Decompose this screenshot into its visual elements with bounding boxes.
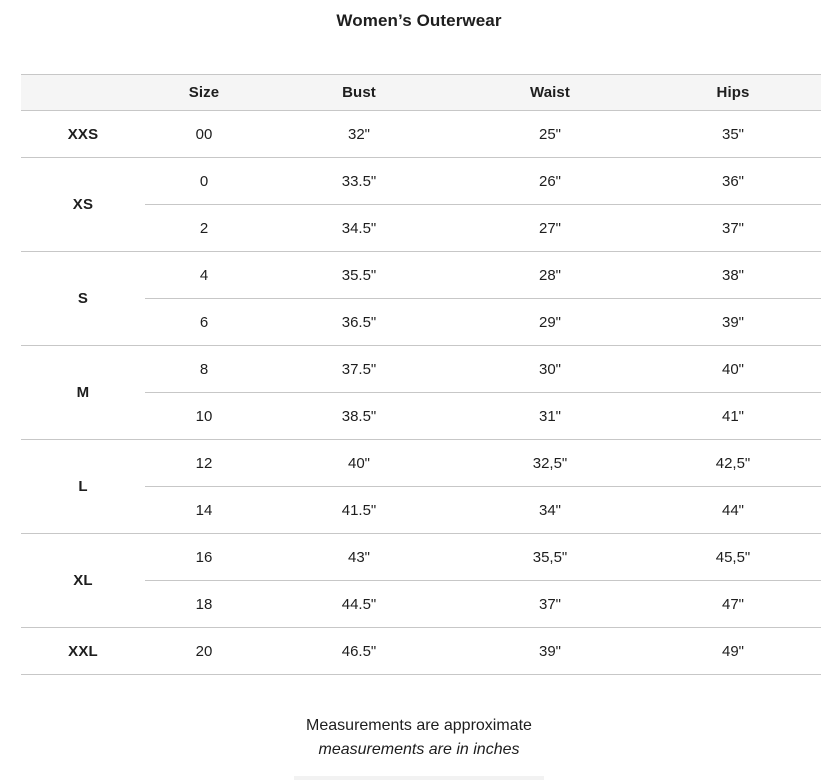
hips-cell: 45,5" xyxy=(645,534,821,581)
waist-cell: 39" xyxy=(455,628,645,675)
bust-cell: 34.5" xyxy=(263,205,455,252)
table-row xyxy=(21,440,821,487)
size-group-label: XXS xyxy=(21,111,145,158)
bust-cell: 43" xyxy=(263,534,455,581)
waist-cell: 27" xyxy=(455,205,645,252)
bust-cell: 46.5" xyxy=(263,628,455,675)
bust-cell: 32" xyxy=(263,111,455,158)
header-bust: Bust xyxy=(263,75,455,111)
size-group-label: S xyxy=(21,252,145,346)
waist-cell: 29" xyxy=(455,299,645,346)
hips-cell: 40" xyxy=(645,346,821,393)
bust-cell: 41.5" xyxy=(263,487,455,534)
header-waist: Waist xyxy=(455,75,645,111)
hips-cell: 37" xyxy=(645,205,821,252)
table-row xyxy=(21,252,821,299)
hips-cell: 49" xyxy=(645,628,821,675)
size-group-label: L xyxy=(21,440,145,534)
hips-cell: 36" xyxy=(645,158,821,205)
size-cell: 20 xyxy=(145,628,263,675)
table-header-row xyxy=(21,75,821,111)
hips-cell: 41" xyxy=(645,393,821,440)
page-title: Women’s Outerwear xyxy=(336,11,502,30)
size-cell: 18 xyxy=(145,581,263,628)
waist-cell: 31" xyxy=(455,393,645,440)
size-cell: 0 xyxy=(145,158,263,205)
table-row xyxy=(21,158,821,205)
hips-cell: 47" xyxy=(645,581,821,628)
waist-cell: 37" xyxy=(455,581,645,628)
hips-cell: 39" xyxy=(645,299,821,346)
bust-cell: 33.5" xyxy=(263,158,455,205)
header-empty xyxy=(21,75,145,111)
hips-cell: 35" xyxy=(645,111,821,158)
size-group-label: XL xyxy=(21,534,145,628)
footer xyxy=(0,716,838,759)
size-group-label: M xyxy=(21,346,145,440)
size-table-body xyxy=(21,111,821,675)
size-cell: 6 xyxy=(145,299,263,346)
hips-cell: 42,5" xyxy=(645,440,821,487)
waist-cell: 32,5" xyxy=(455,440,645,487)
clipped-text-artifact xyxy=(294,776,544,780)
size-group-label: XS xyxy=(21,158,145,252)
hips-cell: 38" xyxy=(645,252,821,299)
size-cell: 8 xyxy=(145,346,263,393)
table-row xyxy=(21,534,821,581)
size-group-label: XXL xyxy=(21,628,145,675)
size-cell: 2 xyxy=(145,205,263,252)
waist-cell: 35,5" xyxy=(455,534,645,581)
bust-cell: 36.5" xyxy=(263,299,455,346)
waist-cell: 30" xyxy=(455,346,645,393)
header-hips: Hips xyxy=(645,75,821,111)
size-chart-table xyxy=(21,74,821,675)
table-row xyxy=(21,628,821,675)
size-cell: 14 xyxy=(145,487,263,534)
bust-cell: 38.5" xyxy=(263,393,455,440)
size-cell: 12 xyxy=(145,440,263,487)
size-cell: 00 xyxy=(145,111,263,158)
size-cell: 10 xyxy=(145,393,263,440)
waist-cell: 34" xyxy=(455,487,645,534)
size-cell: 4 xyxy=(145,252,263,299)
table-row xyxy=(21,346,821,393)
waist-cell: 25" xyxy=(455,111,645,158)
hips-cell: 44" xyxy=(645,487,821,534)
waist-cell: 26" xyxy=(455,158,645,205)
waist-cell: 28" xyxy=(455,252,645,299)
table-row xyxy=(21,111,821,158)
footer-note-approximate: Measurements are approximate xyxy=(306,717,532,734)
footer-note-units: measurements are in inches xyxy=(318,741,520,758)
bust-cell: 37.5" xyxy=(263,346,455,393)
bust-cell: 35.5" xyxy=(263,252,455,299)
header-size: Size xyxy=(145,75,263,111)
bust-cell: 44.5" xyxy=(263,581,455,628)
size-cell: 16 xyxy=(145,534,263,581)
bust-cell: 40" xyxy=(263,440,455,487)
